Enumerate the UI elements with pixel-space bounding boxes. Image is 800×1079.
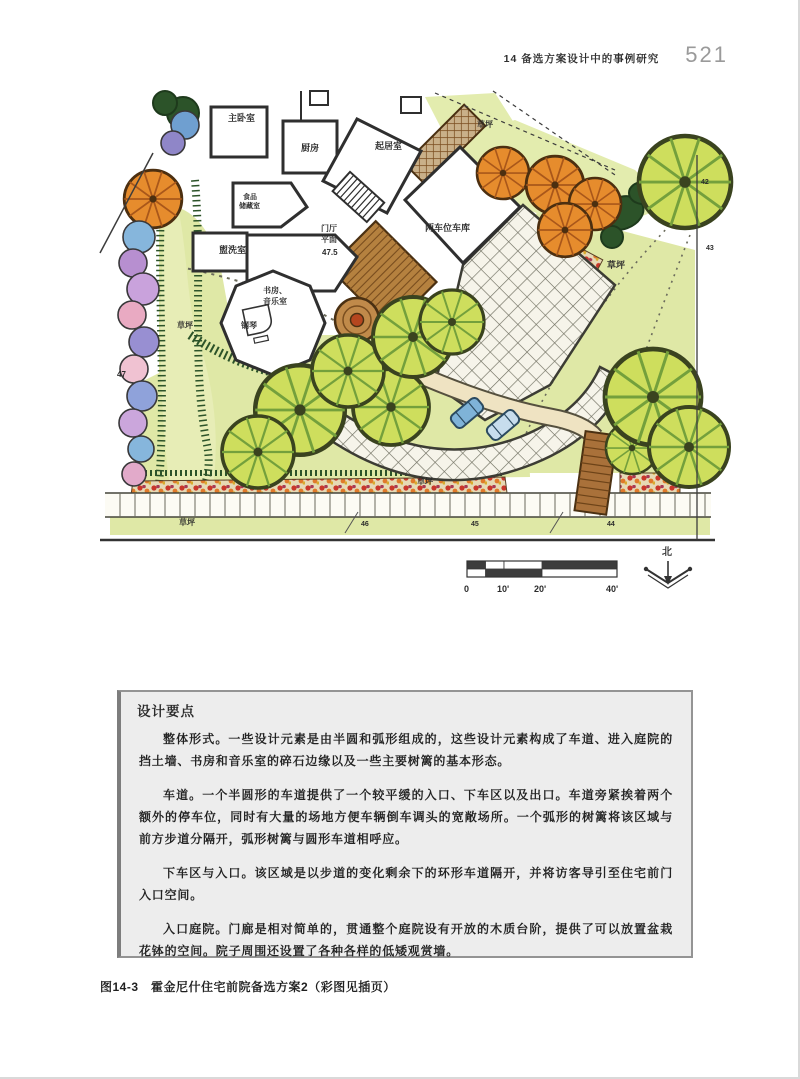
plan-label: 草坪 [607,260,626,270]
plan-label: 草坪 [177,321,193,330]
plan-label: 起居室 [375,141,403,151]
plan-label: 音乐室 [263,297,287,306]
note-paragraph: 下车区与入口。该区域是以步道的变化剩余下的环形车道隔开，并将访客导引至住宅前门入口空间。 [139,866,673,902]
planter-pot [351,314,364,327]
site-plan [95,85,740,605]
plan-label: 草坪 [477,120,493,129]
plan-label: 草坪 [417,477,433,486]
plan-label: 钢琴 [241,321,257,330]
chapter-title: 14 备选方案设计中的事例研究 [503,53,660,65]
plan-label: 门厅 [321,224,337,233]
note-paragraph: 入口庭院。门廊是相对简单的，贯通整个庭院设有开放的木质台阶，提供了可以放置盆栽花钵的空间。院子周围还设置了各种各样的低矮观赏墙。 [139,922,673,958]
plan-label: 10' [497,584,510,594]
plan-label: 食品 [243,194,257,201]
plan-label: 0 [464,584,470,594]
plan-label: 储藏室 [239,203,260,210]
plan-label: 20' [534,584,547,594]
scale-bar [467,561,617,577]
plan-label: 平面 [321,235,337,244]
plan-label: 45 [471,521,479,528]
north-arrow [644,561,692,588]
plan-label: 46 [361,521,369,528]
plan-label: 北 [662,547,672,558]
design-notes-box [117,690,693,958]
notes-title: 设计要点 [137,704,195,719]
plan-label: 40' [606,584,619,594]
page-number: 521 [685,42,728,67]
figure-caption: 图14-3 霍金尼什住宅前院备选方案2（彩图见插页） [100,980,396,994]
page-header [504,42,728,68]
note-paragraph: 整体形式。一些设计元素是由半圆和弧形组成的，这些设计元素构成了车道、进入庭院的挡土墙、书房和音乐室的碎石边缘以及一些主要树篱的基本形态。 [139,732,673,768]
plan-label: 47.5 [322,248,338,257]
plan-label: 草坪 [179,518,195,527]
plan-label: 书房、 [263,286,287,295]
plan-label: 44 [607,521,615,528]
plan-label: 厨房 [301,143,320,153]
plan-label: 盥洗室 [219,245,247,255]
plan-label: 43 [706,245,714,252]
plan-label: 42 [701,179,709,186]
plan-label: 主卧室 [228,113,256,123]
note-paragraph: 车道。一个半圆形的车道提供了一个较平缓的入口、下车区以及出口。车道旁紧挨着两个额外的停车位，同时有大量的场地方便车辆倒车调头的宽敞场所。一个弧形的树篱将该区域与前方步道分隔开，弧形树篱与圆形车道相呼应。 [139,788,673,846]
plan-label: 47 [117,370,126,379]
site-plan-figure [95,85,740,605]
plan-label: 两车位车库 [425,223,471,233]
